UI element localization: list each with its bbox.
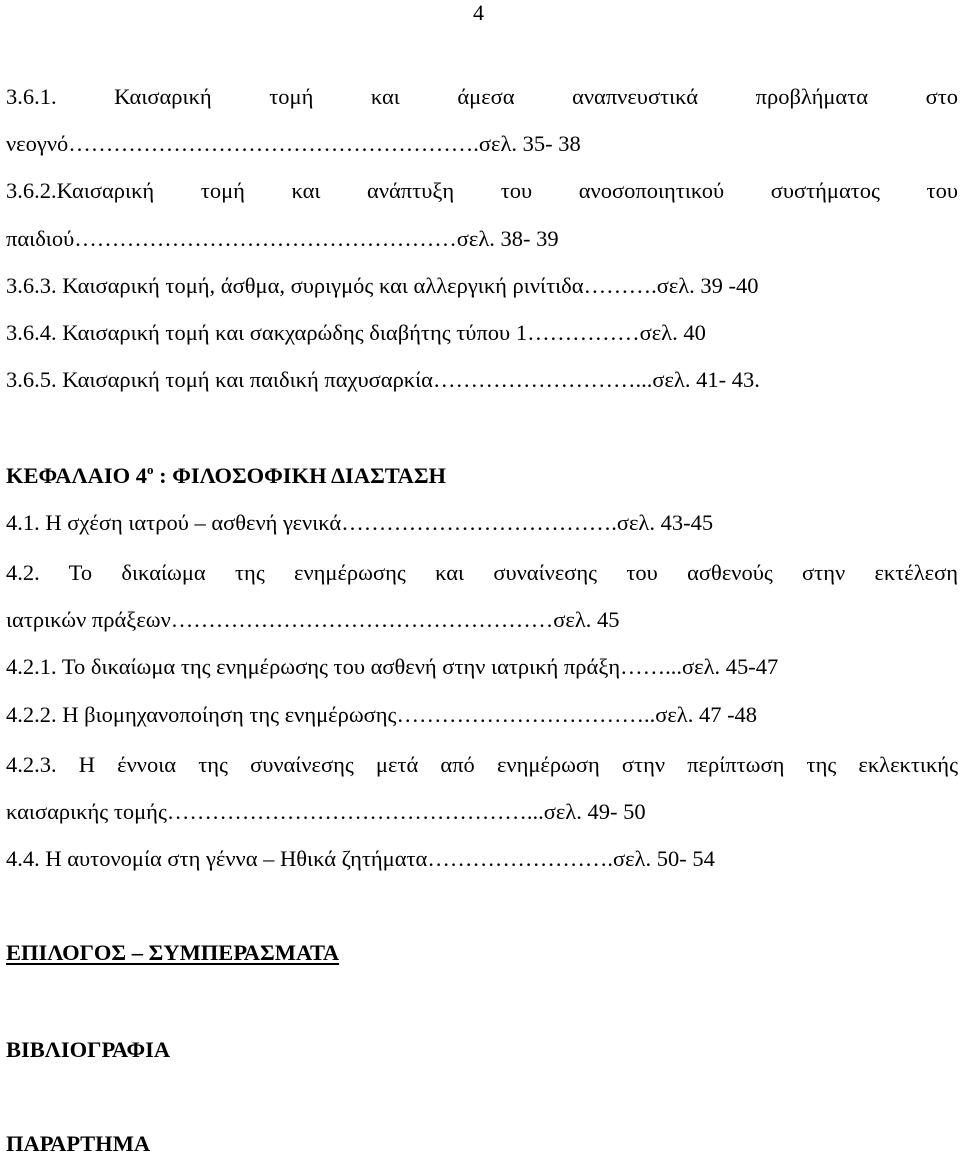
epilogue-heading (6, 940, 958, 966)
toc-entry-3-6-2-line1: 3.6.2.Καισαρική τομή και ανάπτυξη του ανοσοποιητικού συστήματος του (6, 178, 958, 203)
toc-entry-4-2-line1: 4.2. Το δικαίωμα της ενημέρωσης και συναίνεσης του ασθενούς στην εκτέλεση (6, 560, 958, 585)
toc-entry-text: νεογνό (6, 131, 69, 156)
toc-page-ref: .σελ. 39 -40 (651, 273, 759, 298)
toc-page-ref: σελ. 38- 39 (456, 226, 559, 251)
toc-entry-text: ιατρικών πράξεων (6, 607, 171, 632)
toc-entry-text: καισαρικής τομής (6, 799, 167, 824)
toc-entry-text: 3.6.3. Καισαρική τομή, άσθμα, συριγμός και αλλεργική ρινίτιδα (6, 273, 584, 298)
toc-dot-leader: ……… (583, 273, 652, 298)
toc-dot-leader: …………………………… (396, 702, 644, 727)
toc-page-ref: σελ. 40 (639, 320, 706, 345)
toc-entry-3-6-5 (6, 367, 958, 393)
toc-page-ref: .σελ. 43-45 (611, 510, 714, 535)
toc-entry-text: 4.4. Η αυτονομία στη γέννα – Ηθικά ζητήματα (6, 846, 428, 871)
toc-entry-text: 4.2.2. Η βιομηχανοποίηση της ενημέρωσης (6, 702, 397, 727)
toc-entry-text: 4.2.1. Το δικαίωμα της ενημέρωσης του ασθενή στην ιατρική πράξη (6, 654, 621, 679)
epilogue-title: ΕΠΙΛΟΓΟΣ – ΣΥΜΠΕΡΑΣΜΑΤΑ (6, 940, 340, 965)
toc-dot-leader: ………………………………………… (166, 799, 527, 824)
toc-entry-4-1 (6, 510, 958, 536)
toc-entry-4-2-line2 (6, 607, 958, 633)
toc-dot-leader: ……………………………………………… (68, 131, 474, 156)
toc-dot-leader: …………… (527, 320, 640, 345)
toc-entry-4-2-2 (6, 702, 958, 728)
toc-page-ref: ...σελ. 41- 43. (635, 367, 760, 392)
toc-page-ref: .σελ. 50- 54 (607, 846, 715, 871)
toc-page-ref: .σελ. 35- 38 (473, 131, 581, 156)
toc-page-ref: ..σελ. 47 -48 (643, 702, 758, 727)
toc-entry-text: 3.6.5. Καισαρική τομή και παιδική παχυσαρκία (6, 367, 433, 392)
page-number: 4 (473, 0, 484, 25)
chapter-4-title: : ΦΙΛΟΣΟΦΙΚΗ ΔΙΑΣΤΑΣΗ (153, 463, 447, 488)
toc-dot-leader: ……………………………… (341, 510, 612, 535)
chapter-4-prefix: ΚΕΦΑΛΑΙΟ 4 (6, 463, 147, 488)
toc-entry-4-2-3-line1: 4.2.3. Η έννοια της συναίνεσης μετά από ενημέρωση στην περίπτωση της εκλεκτικής (6, 752, 958, 777)
toc-entry-text: 4.1. Η σχέση ιατρού – ασθενή γενικά (6, 510, 342, 535)
toc-entry-3-6-3 (6, 273, 958, 299)
toc-entry-3-6-1-line1: 3.6.1. Καισαρική τομή και άμεσα αναπνευστικά προβλήματα στο (6, 84, 958, 109)
toc-dot-leader: …………………… (427, 846, 608, 871)
toc-entry-4-2-1 (6, 654, 958, 680)
toc-dot-leader: ……………………… (432, 367, 636, 392)
bibliography-heading: ΒΙΒΛΙΟΓΡΑΦΙΑ (6, 1037, 171, 1062)
toc-page-ref: ...σελ. 49- 50 (526, 799, 646, 824)
toc-dot-leader: …………………………………………… (170, 607, 554, 632)
toc-dot-leader: …………………………………………… (74, 226, 457, 251)
appendix-heading: ΠΑΡΑΡΤΗΜΑ (6, 1131, 151, 1156)
toc-entry-3-6-2-line2 (6, 226, 958, 252)
toc-page-ref: ...σελ. 45-47 (665, 654, 779, 679)
toc-entry-3-6-1-line2 (6, 131, 958, 157)
chapter-4-superscript: ο (146, 462, 154, 477)
toc-entry-text: 3.6.4. Καισαρική τομή και σακχαρώδης διαβήτης τύπου 1 (6, 320, 528, 345)
toc-entry-text: παιδιού (6, 226, 75, 251)
toc-entry-4-2-3-line2 (6, 799, 958, 825)
chapter-4-heading (6, 463, 958, 489)
toc-page-ref: σελ. 45 (553, 607, 620, 632)
toc-entry-3-6-4 (6, 320, 958, 346)
toc-entry-4-4 (6, 846, 958, 872)
toc-dot-leader: …… (620, 654, 666, 679)
